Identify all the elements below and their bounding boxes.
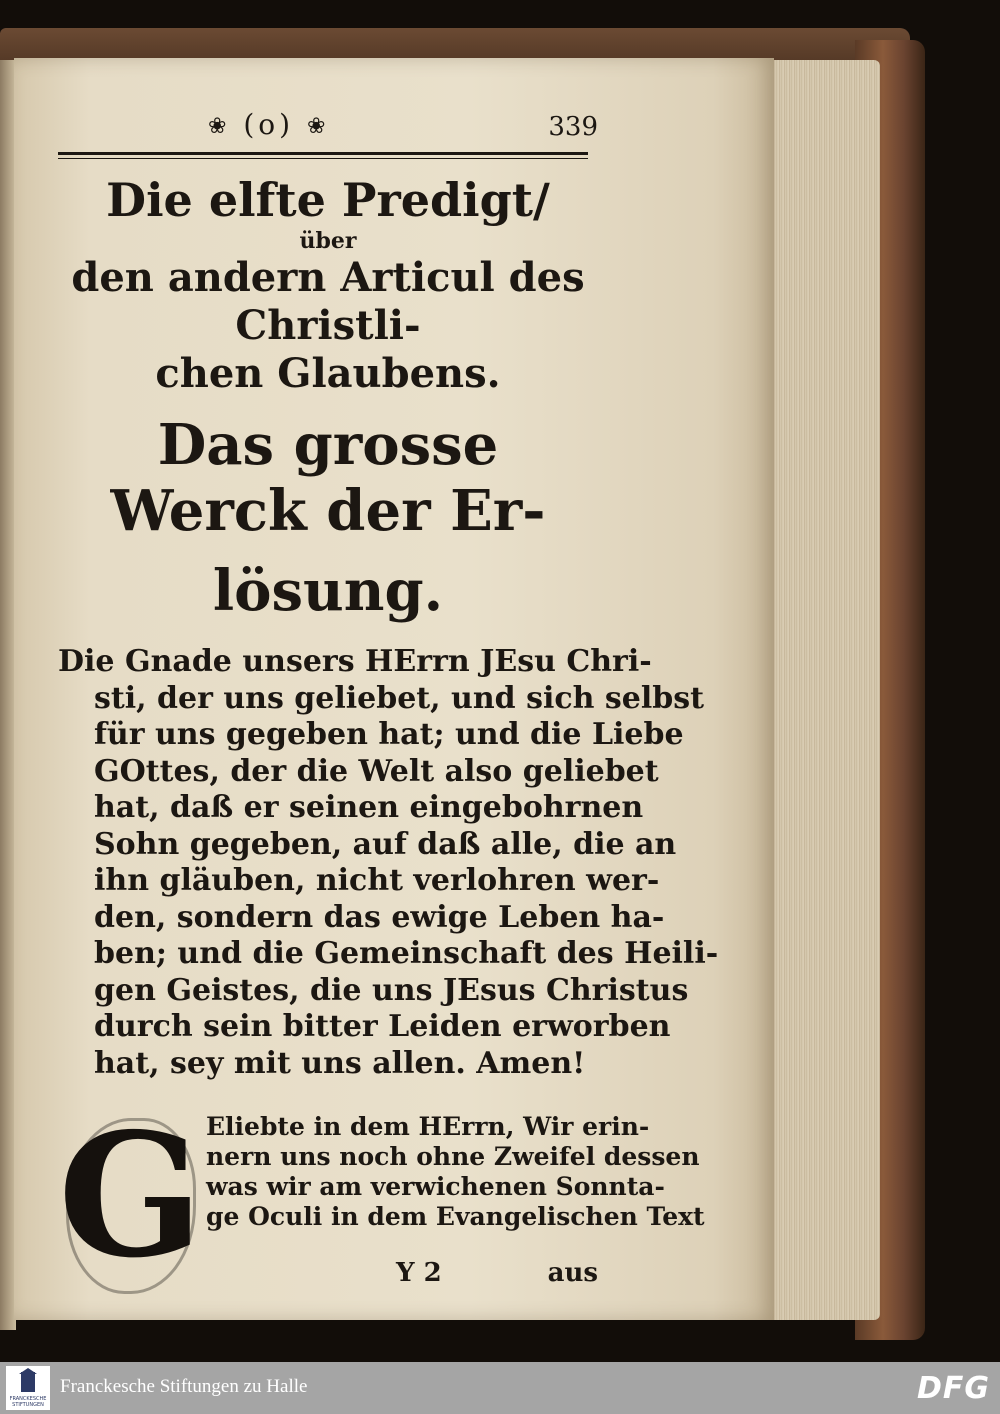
header-center-text: (o) [243, 108, 295, 141]
blessing-line: für uns gegeben hat; und die Liebe [94, 717, 684, 752]
text-line: Eliebte in dem HErrn, Wir erin- [206, 1112, 650, 1141]
sermon-theme-line-2: lösung. [212, 558, 444, 624]
decorated-initial: G [58, 1096, 204, 1296]
dfg-logo[interactable]: DFG [916, 1371, 990, 1406]
sermon-subject-line-2: chen Glaubens. [155, 350, 501, 397]
blessing-line: hat, sey mit uns allen. Amen! [94, 1045, 586, 1081]
sermon-opening [58, 1096, 705, 1302]
viewer-footer [0, 1362, 1000, 1414]
blessing-line: Die Gnade unsers HErrn JEsu Chri- [58, 644, 652, 679]
page-content [58, 108, 719, 1302]
institution-logo[interactable] [6, 1366, 50, 1410]
sermon-subject-line-1: den andern Articul des Christli- [71, 254, 585, 349]
text-line: was wir am verwichenen Sonnta- [206, 1172, 665, 1201]
logo-building [21, 1372, 35, 1392]
sermon-theme-line-1: Das grosse Werck der Er- [110, 412, 546, 544]
text-line: ge Oculi in dem Evangelischen Text [206, 1202, 705, 1231]
blessing-line: durch sein bitter Leiden erworben [94, 1009, 671, 1044]
header-center [208, 108, 329, 141]
blessing-line: ihn gläuben, nicht verlohren wer- [94, 863, 660, 898]
blessing-line: hat, daß er seinen eingebohrnen [94, 790, 644, 825]
logo-text: FRANCKESCHE STIFTUNGEN [9, 1396, 47, 1408]
header-rule-thin [58, 158, 588, 159]
blessing-line: sti, der uns geliebet, und sich selbst [94, 680, 705, 716]
sermon-title: Die elfte Predigt/ [106, 173, 550, 227]
opening-blessing [58, 644, 719, 1082]
blessing-line: den, sondern das ewige Leben ha- [94, 899, 665, 935]
blessing-line: GOttes, der die Welt also geliebet [94, 753, 659, 789]
blessing-line: ben; und die Gemeinschaft des Heili- [94, 936, 719, 971]
rosette-icon: ❀ [208, 114, 231, 139]
blessing-line: Sohn gegeben, auf daß alle, die an [94, 826, 677, 862]
text-line: nern uns noch ohne Zweifel dessen [206, 1142, 700, 1171]
rosette-icon: ❀ [306, 114, 330, 139]
running-header [58, 108, 598, 154]
sermon-text [206, 1112, 705, 1232]
header-rule [58, 152, 588, 155]
catchword: aus [547, 1258, 598, 1288]
page-edges [760, 60, 880, 1320]
signature-mark: Y 2 [396, 1258, 442, 1288]
institution-name[interactable]: Franckesche Stiftungen zu Halle [60, 1376, 308, 1397]
page-number: 339 [548, 112, 598, 142]
blessing-line: gen Geistes, die uns JEsus Christus [94, 972, 689, 1008]
title-connector: über [299, 228, 357, 254]
